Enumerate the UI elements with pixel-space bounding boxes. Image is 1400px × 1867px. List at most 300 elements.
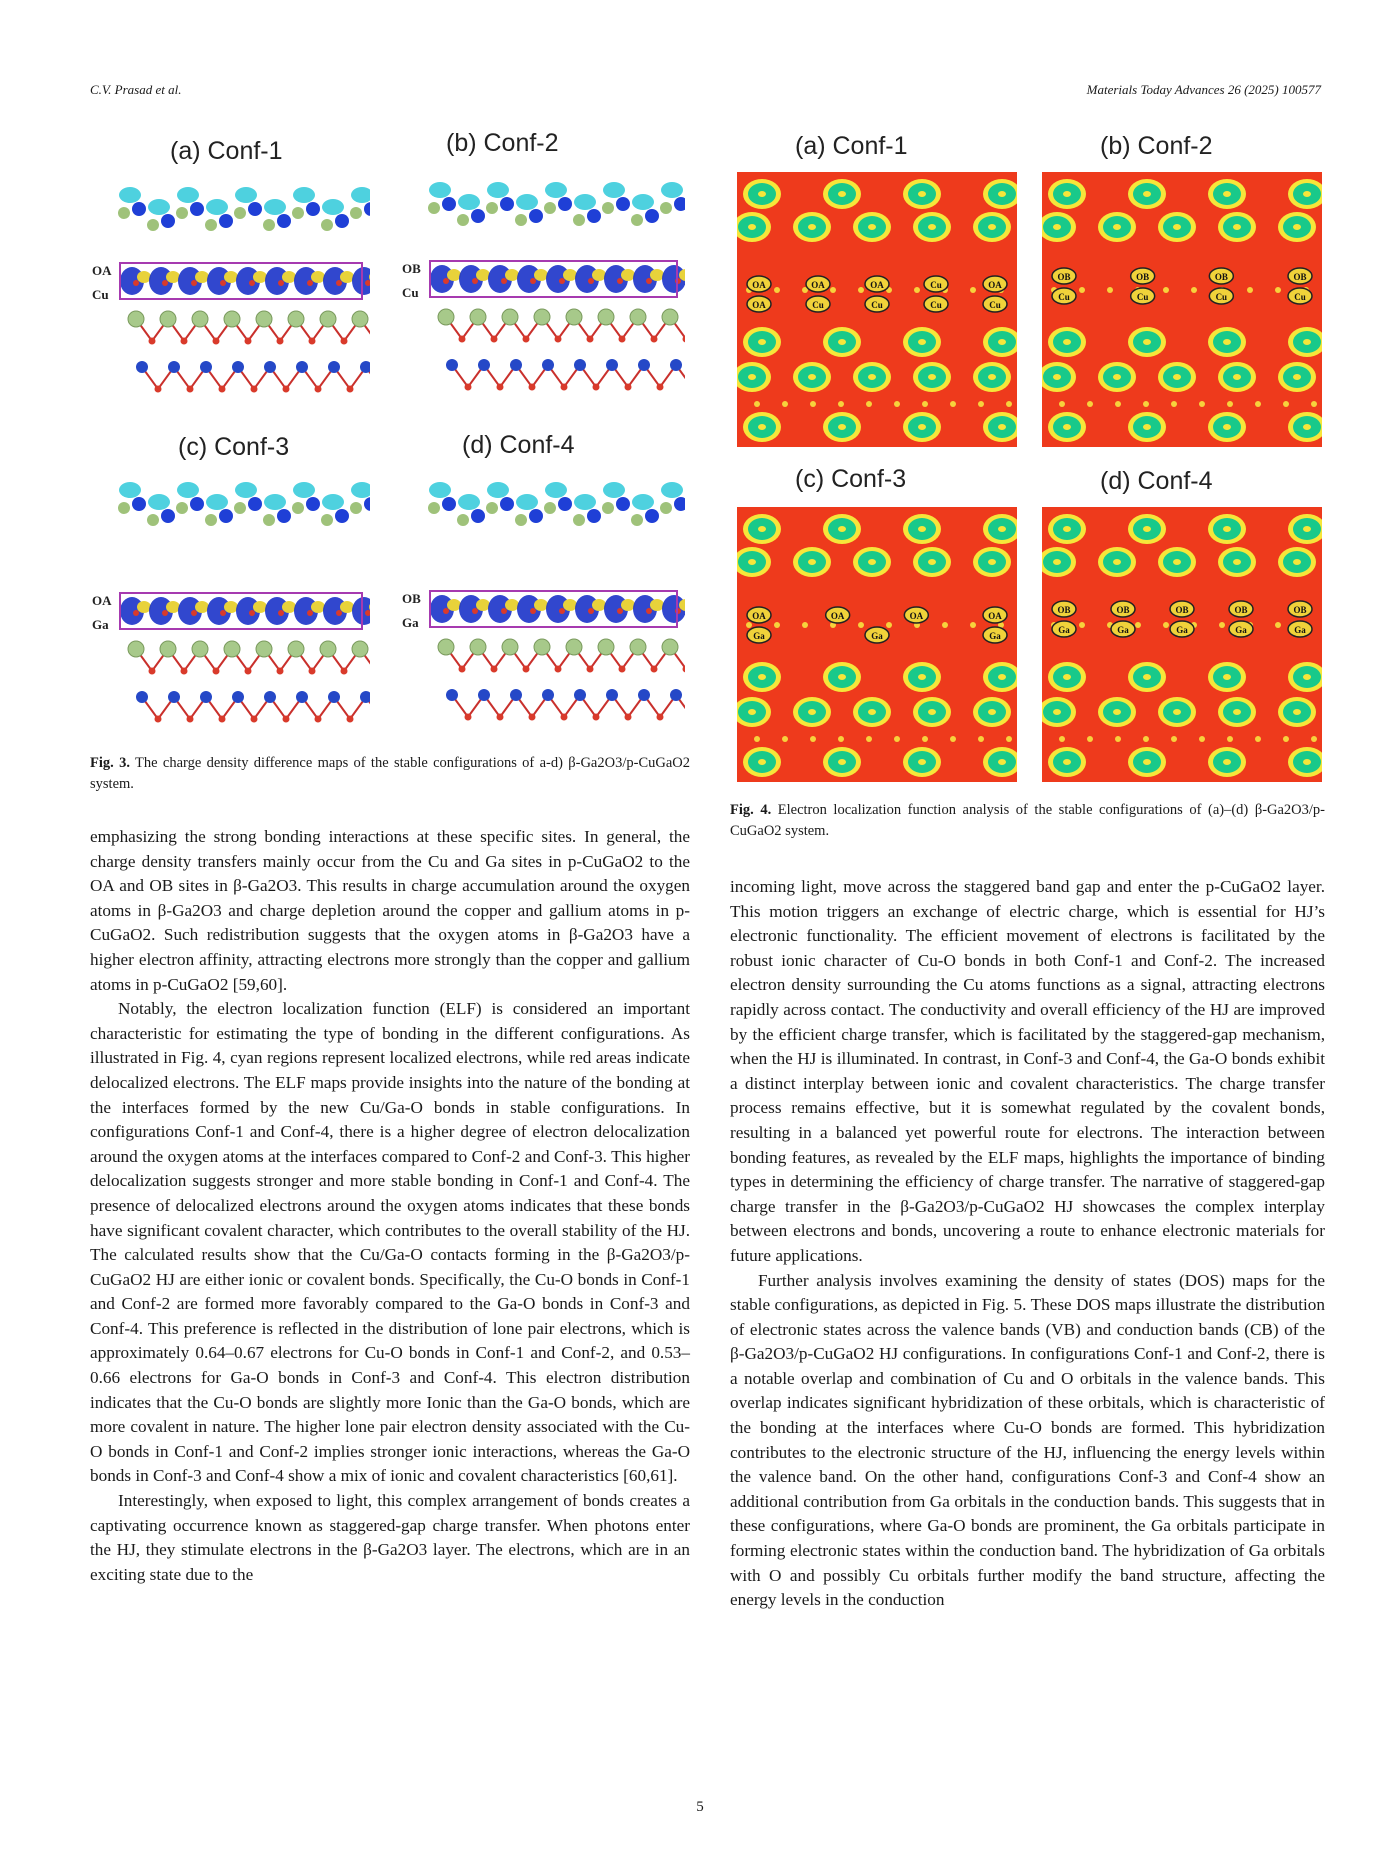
isosurface-blue	[529, 209, 543, 223]
atom-site-label: Cu	[989, 300, 1001, 310]
o-atom	[245, 338, 252, 345]
cu-atom	[296, 361, 308, 373]
elf-dot	[922, 736, 928, 742]
cu-atom	[168, 691, 180, 703]
elf-dot	[1087, 736, 1093, 742]
cu-atom	[136, 691, 148, 703]
o-atom	[501, 278, 507, 284]
elf-core	[1293, 224, 1301, 230]
ga-atom	[598, 639, 614, 655]
charge-density-map-conf3	[90, 470, 370, 740]
isosurface-yellow	[253, 271, 267, 283]
o-atom	[491, 336, 498, 343]
isosurface-yellow	[505, 599, 519, 611]
ga-atom	[457, 514, 469, 526]
isosurface-blue	[306, 497, 320, 511]
isosurface-cyan	[351, 482, 370, 498]
isosurface-cyan	[487, 482, 509, 498]
elf-dot	[1275, 622, 1281, 628]
o-atom	[162, 610, 168, 616]
atom-site-label: Cu	[1136, 292, 1149, 302]
elf-core	[998, 526, 1006, 532]
elf-dot	[914, 287, 920, 293]
atom-site-label: Ga	[753, 631, 765, 641]
elf-dot	[754, 736, 760, 742]
elf-core	[988, 224, 996, 230]
ga-atom	[660, 502, 672, 514]
isosurface-blue	[500, 197, 514, 211]
isosurface-yellow	[311, 271, 325, 283]
o-atom	[491, 666, 498, 673]
isosurface-yellow	[447, 269, 461, 281]
ga-atom	[192, 311, 208, 327]
elf-core	[988, 709, 996, 715]
o-atom	[245, 668, 252, 675]
elf-core	[1063, 674, 1071, 680]
elf-core	[918, 526, 926, 532]
ga-atom	[631, 214, 643, 226]
elf-dot	[754, 401, 760, 407]
ga-atom	[205, 514, 217, 526]
atom-site-label: Ga	[1235, 625, 1247, 635]
isosurface-yellow	[340, 271, 354, 283]
elf-dot	[1275, 287, 1281, 293]
isosurface-cyan	[322, 494, 344, 510]
elf-dot	[950, 401, 956, 407]
ga-atom	[288, 641, 304, 657]
elf-dot	[866, 401, 872, 407]
elf-core	[918, 674, 926, 680]
isosurface-blue	[190, 202, 204, 216]
elf-core	[1053, 559, 1061, 565]
ga-atom	[428, 502, 440, 514]
isosurface-blue	[500, 497, 514, 511]
isosurface-cyan	[661, 482, 683, 498]
isosurface-blue	[364, 202, 370, 216]
isosurface-cyan	[235, 187, 257, 203]
ga-atom	[630, 639, 646, 655]
elf-dot	[894, 401, 900, 407]
ga-atom	[534, 309, 550, 325]
isosurface-blue	[442, 497, 456, 511]
o-atom	[249, 280, 255, 286]
elf-core	[1063, 759, 1071, 765]
o-atom	[625, 714, 632, 721]
o-atom	[651, 666, 658, 673]
o-atom	[530, 608, 536, 614]
o-atom	[213, 338, 220, 345]
elf-core	[1143, 674, 1151, 680]
isosurface-yellow	[563, 269, 577, 281]
cu-atom	[360, 691, 370, 703]
o-atom	[619, 336, 626, 343]
atom-site-label: OB	[1116, 605, 1130, 615]
cu-atom	[446, 359, 458, 371]
isosurface-cyan	[545, 182, 567, 198]
o-atom	[459, 666, 466, 673]
isosurface-blue	[335, 509, 349, 523]
o-atom	[341, 668, 348, 675]
elf-core	[1063, 191, 1071, 197]
elf-core	[1173, 709, 1181, 715]
paragraph: emphasizing the strong bonding interactions at these specific sites. In general, the charge density transfers mainly occur from the Cu and Ga sites in p-CuGaO2 to the OA and OB sites in β-Ga2O3. This results in charge accumulation around the oxygen atoms in β-Ga2O3 and charge depletion around the copper and gallium atoms in p-CuGaO2. Such redistribution suggests that the oxygen atoms in β-Ga2O3 have a higher electron affinity, attracting electrons more strongly than the copper and gallium atoms in p-CuGaO2 [59,60].	[90, 827, 690, 994]
elf-dot	[1059, 401, 1065, 407]
elf-core	[1233, 709, 1241, 715]
o-atom	[617, 278, 623, 284]
elf-core	[1223, 759, 1231, 765]
elf-core	[868, 224, 876, 230]
isosurface-cyan	[516, 494, 538, 510]
elf-core	[988, 559, 996, 565]
atom-site-label: OA	[870, 280, 884, 290]
elf-dot	[782, 401, 788, 407]
elf-core	[1233, 374, 1241, 380]
elf-dot	[1107, 287, 1113, 293]
ga-atom	[128, 311, 144, 327]
isosurface-cyan	[458, 194, 480, 210]
ga-atom	[660, 202, 672, 214]
isosurface-blue	[161, 214, 175, 228]
atom-site-label: OB	[1136, 272, 1150, 282]
elf-core	[918, 759, 926, 765]
cu-atom	[670, 359, 682, 371]
ga-atom	[598, 309, 614, 325]
elf-core	[1223, 526, 1231, 532]
elf-core	[1063, 526, 1071, 532]
o-atom	[220, 610, 226, 616]
ga-atom	[662, 309, 678, 325]
cu-atom	[200, 361, 212, 373]
o-atom	[651, 336, 658, 343]
o-atom	[530, 278, 536, 284]
ga-atom	[234, 502, 246, 514]
o-atom	[465, 384, 472, 391]
ga-atom	[263, 219, 275, 231]
cu-atom	[264, 691, 276, 703]
cu-atom	[542, 359, 554, 371]
elf-core	[1293, 374, 1301, 380]
elf-dot	[858, 622, 864, 628]
elf-core	[928, 374, 936, 380]
o-atom	[307, 280, 313, 286]
o-atom	[657, 384, 664, 391]
elf-core	[1053, 709, 1061, 715]
o-atom	[336, 610, 342, 616]
left-column	[90, 825, 690, 1587]
charge-density-map-conf1	[90, 175, 370, 420]
o-atom	[220, 280, 226, 286]
isosurface-cyan	[632, 494, 654, 510]
isosurface-cyan	[235, 482, 257, 498]
cu-atom	[232, 361, 244, 373]
isosurface-blue	[587, 209, 601, 223]
elf-dot	[774, 287, 780, 293]
isosurface-blue	[471, 209, 485, 223]
isosurface-cyan	[429, 182, 451, 198]
ga-atom	[438, 309, 454, 325]
ga-atom	[256, 311, 272, 327]
elf-dot	[1255, 736, 1261, 742]
elf-dot	[1171, 736, 1177, 742]
o-atom	[213, 668, 220, 675]
elf-core	[1293, 709, 1301, 715]
elf-dot	[942, 622, 948, 628]
isosurface-yellow	[137, 271, 151, 283]
o-atom	[559, 278, 565, 284]
ga-atom	[128, 641, 144, 657]
elf-core	[1173, 374, 1181, 380]
o-atom	[309, 338, 316, 345]
atom-site-label: OA	[752, 611, 766, 621]
elf-core	[1143, 424, 1151, 430]
o-atom	[529, 714, 536, 721]
isosurface-cyan	[293, 482, 315, 498]
elf-core	[1173, 559, 1181, 565]
cu-atom	[510, 359, 522, 371]
figure-3	[90, 125, 690, 735]
isosurface-cyan	[632, 194, 654, 210]
isosurface-yellow	[224, 601, 238, 613]
cu-atom	[574, 359, 586, 371]
atom-site-label: Ga	[1176, 625, 1188, 635]
ga-atom	[602, 502, 614, 514]
elf-core	[808, 374, 816, 380]
elf-dot	[830, 287, 836, 293]
o-atom	[561, 384, 568, 391]
elf-dot	[970, 622, 976, 628]
elf-core	[1293, 559, 1301, 565]
ga-atom	[321, 514, 333, 526]
elf-dot	[810, 736, 816, 742]
elf-core	[998, 674, 1006, 680]
isosurface-yellow	[592, 269, 606, 281]
elf-map-conf2	[1042, 172, 1322, 447]
ga-atom	[352, 641, 368, 657]
isosurface-cyan	[206, 494, 228, 510]
atom-site-label: OA	[988, 280, 1002, 290]
o-atom	[315, 386, 322, 393]
atom-site-label: OA	[811, 280, 825, 290]
elf-dot	[1283, 401, 1289, 407]
page-number: 5	[696, 1799, 704, 1815]
elf-dot	[838, 736, 844, 742]
elf-core	[1303, 759, 1311, 765]
o-atom	[443, 278, 449, 284]
elf-dot	[1283, 736, 1289, 742]
paragraph: Notably, the electron localization function (ELF) is considered an important characteristic for estimating the type of bonding in the different configurations. As illustrated in Fig. 4, cyan regions represent localized electrons, while red areas indicate delocalized electrons. The ELF maps provide insights into the nature of the bonding at the interfaces formed by the new Cu/Ga-O bonds in stable configurations. In configurations Conf-1 and Conf-4, there is a higher degree of electron delocalization around the oxygen atoms at the interfaces compared to Conf-2 and Conf-3. This higher delocalization suggests stronger and more stable bonding in Conf-1 and Conf-4. The presence of delocalized electrons around the oxygen atoms indicates that these bonds have significant covalent character, which contributes to the overall stability of the HJ. The calculated results show that the Cu/Ga-O contacts forming in the β-Ga2O3/p-CuGaO2 HJ are either ionic or covalent bonds. Specifically, the Cu-O bonds in Conf-1 and Conf-2 are formed more favorably compared to the Ga-O bonds in Conf-3 and Conf-4. This preference is reflected in the distribution of lone pair electrons, which is approximately 0.64–0.67 electrons for Cu-O bonds in Conf-1 and Conf-2, and 0.53–0.66 electrons for Ga-O bonds in Conf-3 and Conf-4. This electron distribution indicates that the Cu-O bonds are slightly more Ionic than the Ga-O bonds, which are more covalent in nature. The higher lone pair electron density associated with the Cu-O bonds in Conf-1 and Conf-2 implies stronger ionic interactions, whereas the Ga-O bonds in Conf-3 and Conf-4 show a mix of ionic and covalent characteristics [60,61].	[90, 999, 690, 1486]
isosurface-yellow	[505, 269, 519, 281]
elf-core	[998, 191, 1006, 197]
elf-core	[838, 526, 846, 532]
o-atom	[501, 608, 507, 614]
isosurface-yellow	[476, 599, 490, 611]
cu-atom	[328, 691, 340, 703]
elf-map-conf4	[1042, 507, 1322, 782]
elf-core	[838, 759, 846, 765]
atom-site-label: Cu	[1058, 292, 1070, 302]
elf-dot	[1163, 622, 1169, 628]
elf-core	[758, 759, 766, 765]
o-atom	[249, 610, 255, 616]
ga-atom	[573, 514, 585, 526]
ga-atom	[515, 214, 527, 226]
elf-dot	[1115, 401, 1121, 407]
ga-atom	[288, 311, 304, 327]
ga-atom	[534, 639, 550, 655]
paragraph: Interestingly, when exposed to light, this complex arrangement of bonds creates a captivating occurrence known as staggered-gap charge transfer. When photons enter the HJ, they stimulate electrons in the β-Ga2O3 layer. The electrons, which are in an exciting state due to the	[90, 1491, 690, 1584]
isosurface-yellow	[195, 271, 209, 283]
o-atom	[529, 384, 536, 391]
o-atom	[315, 716, 322, 723]
isosurface-cyan	[119, 187, 141, 203]
cu-atom	[360, 361, 370, 373]
o-atom	[219, 386, 226, 393]
ga-atom	[292, 502, 304, 514]
o-atom	[523, 336, 530, 343]
ga-atom	[428, 202, 440, 214]
elf-core	[808, 709, 816, 715]
elf-core	[1303, 191, 1311, 197]
elf-dot	[1311, 736, 1317, 742]
ga-atom	[662, 639, 678, 655]
atom-site-label: OA	[988, 611, 1002, 621]
elf-core	[1233, 559, 1241, 565]
atom-site-label: Cu	[871, 300, 883, 310]
cu-atom	[606, 359, 618, 371]
charge-density-map-conf4	[400, 470, 685, 740]
elf-dot	[802, 622, 808, 628]
elf-core	[808, 559, 816, 565]
o-atom	[181, 338, 188, 345]
isosurface-cyan	[574, 194, 596, 210]
isosurface-yellow	[282, 271, 296, 283]
fig4-panel-title-d: (d) Conf-4	[1100, 467, 1213, 495]
elf-core	[1303, 339, 1311, 345]
o-atom	[149, 668, 156, 675]
atom-label: Ga	[402, 615, 419, 630]
o-atom	[278, 610, 284, 616]
o-atom	[646, 278, 652, 284]
ga-atom	[176, 207, 188, 219]
elf-core	[988, 374, 996, 380]
isosurface-cyan	[574, 494, 596, 510]
o-atom	[162, 280, 168, 286]
o-atom	[593, 714, 600, 721]
elf-dot	[894, 736, 900, 742]
o-atom	[191, 280, 197, 286]
elf-map-conf1	[737, 172, 1017, 447]
cu-atom	[264, 361, 276, 373]
elf-core	[1113, 559, 1121, 565]
ga-atom	[352, 311, 368, 327]
o-atom	[472, 608, 478, 614]
fig4-panel-title-a: (a) Conf-1	[795, 132, 908, 160]
cu-atom	[296, 691, 308, 703]
ga-atom	[224, 641, 240, 657]
elf-dot	[838, 401, 844, 407]
running-head-journal: Materials Today Advances 26 (2025) 100577	[1086, 82, 1321, 97]
elf-dot	[1227, 736, 1233, 742]
elf-core	[838, 674, 846, 680]
elf-core	[748, 224, 756, 230]
elf-core	[918, 424, 926, 430]
isosurface-blue	[674, 497, 685, 511]
atom-site-label: OB	[1214, 272, 1228, 282]
o-atom	[278, 280, 284, 286]
isosurface-yellow	[224, 271, 238, 283]
elf-dot	[1171, 401, 1177, 407]
isosurface-yellow	[253, 601, 267, 613]
isosurface-yellow	[650, 599, 664, 611]
cu-atom	[638, 359, 650, 371]
atom-label: OB	[402, 261, 421, 276]
isosurface-cyan	[351, 187, 370, 203]
ga-atom	[256, 641, 272, 657]
atom-site-label: OA	[830, 611, 845, 621]
ga-atom	[160, 311, 176, 327]
o-atom	[472, 278, 478, 284]
ga-atom	[457, 214, 469, 226]
cu-atom	[574, 689, 586, 701]
elf-core	[758, 424, 766, 430]
isosurface-cyan	[264, 494, 286, 510]
o-atom	[341, 338, 348, 345]
isosurface-cyan	[458, 494, 480, 510]
elf-dot	[858, 287, 864, 293]
isosurface-blue	[277, 509, 291, 523]
elf-core	[838, 339, 846, 345]
fig4-caption-label: Fig. 4.	[730, 802, 772, 818]
elf-core	[1143, 526, 1151, 532]
elf-dot	[1079, 622, 1085, 628]
isosurface-cyan	[322, 199, 344, 215]
o-atom	[523, 666, 530, 673]
elf-dot	[1059, 736, 1065, 742]
ga-atom	[320, 641, 336, 657]
elf-core	[1303, 526, 1311, 532]
o-atom	[219, 716, 226, 723]
isosurface-cyan	[661, 182, 683, 198]
elf-dot	[1006, 736, 1012, 742]
o-atom	[465, 714, 472, 721]
atom-site-label: OB	[1057, 272, 1071, 282]
isosurface-cyan	[603, 482, 625, 498]
elf-dot	[1163, 287, 1169, 293]
atom-label: OA	[92, 593, 112, 608]
elf-core	[748, 559, 756, 565]
elf-dot	[1135, 622, 1141, 628]
o-atom	[347, 386, 354, 393]
elf-core	[918, 339, 926, 345]
isosurface-blue	[248, 202, 262, 216]
elf-map-conf3	[737, 507, 1017, 782]
atom-site-label: Ga	[1294, 625, 1306, 635]
elf-core	[1223, 424, 1231, 430]
isosurface-blue	[306, 202, 320, 216]
isosurface-yellow	[534, 269, 548, 281]
elf-core	[758, 674, 766, 680]
isosurface-cyan	[487, 182, 509, 198]
isosurface-blue	[674, 197, 685, 211]
elf-core	[1143, 759, 1151, 765]
o-atom	[593, 384, 600, 391]
isosurface-yellow	[534, 599, 548, 611]
ga-atom	[205, 219, 217, 231]
atom-site-label: Ga	[1117, 625, 1129, 635]
isosurface-blue	[442, 197, 456, 211]
o-atom	[347, 716, 354, 723]
ga-atom	[224, 311, 240, 327]
